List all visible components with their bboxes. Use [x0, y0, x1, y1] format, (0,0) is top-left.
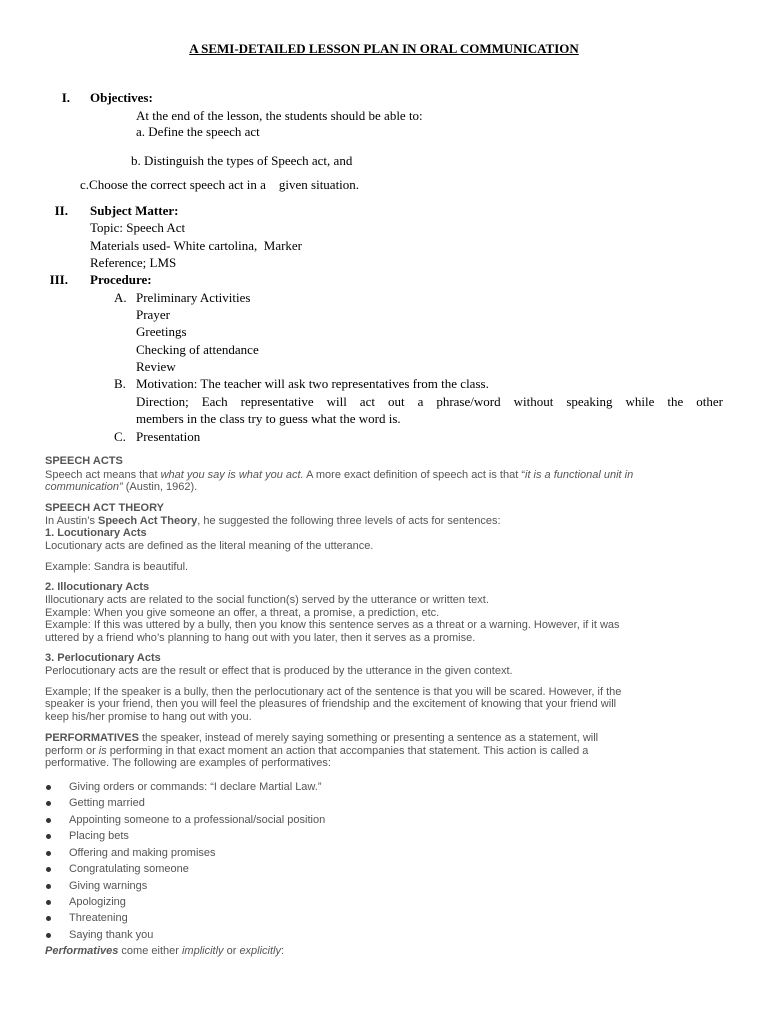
heading-subject-matter: Subject Matter: [90, 203, 179, 218]
list-item: Apologizing [69, 896, 126, 908]
list-item: Threatening [69, 912, 128, 924]
procedure-c-label: C. [114, 429, 126, 444]
illocutionary-line: uttered by a friend who’s planning to hang out with you later, then it serves as a promise. [45, 632, 476, 644]
activity-prayer: Prayer [136, 307, 170, 322]
activity-greetings: Greetings [136, 324, 187, 339]
illocutionary-line: Example: If this was uttered by a bully, then you know this sentence serves as a threat or a warning. However, if it was [45, 619, 620, 631]
list-item: Appointing someone to a professional/social position [69, 814, 326, 826]
locutionary-heading: 1. Locutionary Acts [45, 527, 147, 539]
objective-b: b. Distinguish the types of Speech act, and [131, 153, 353, 168]
perlocutionary-example-line: speaker is your friend, then you will feel the pleasures of friendship and the excitement of knowing that your friend will [45, 698, 617, 710]
objective-a: a. Define the speech act [136, 124, 260, 139]
bullet-icon [46, 884, 51, 889]
heading-objectives: Objectives: [90, 90, 153, 105]
bullet-icon [46, 801, 51, 806]
list-item: Giving warnings [69, 880, 148, 892]
performatives-line1: PERFORMATIVES the speaker, instead of merely saying something or presenting a sentence as a statement, will [45, 732, 599, 744]
bullet-icon [46, 933, 51, 938]
activity-review: Review [136, 359, 176, 374]
bullet-icon [46, 916, 51, 921]
bullet-icon [46, 818, 51, 823]
objectives-intro: At the end of the lesson, the students should be able to: [136, 108, 423, 123]
illocutionary-line: Illocutionary acts are related to the social function(s) served by the utterance or written text. [45, 594, 489, 606]
bullet-icon [46, 785, 51, 790]
list-item: Saying thank you [69, 929, 154, 941]
document-title: A SEMI-DETAILED LESSON PLAN IN ORAL COMMUNICATION [189, 41, 579, 56]
bullet-icon [46, 900, 51, 905]
performatives-line2: perform or is performing in that exact moment an action that accompanies that statement. This action is called a [45, 745, 589, 757]
numeral-procedure: III. [49, 272, 68, 287]
performatives-line3: performative. The following are examples of performatives: [45, 757, 331, 769]
list-item: Congratulating someone [69, 863, 189, 875]
objective-c: c.Choose the correct speech act in a given situation. [80, 177, 360, 192]
locutionary-example: Example: Sandra is beautiful. [45, 561, 189, 573]
speech-acts-heading: SPEECH ACTS [45, 455, 123, 467]
procedure-c-text: Presentation [136, 429, 201, 444]
illocutionary-heading: 2. Illocutionary Acts [45, 581, 150, 593]
procedure-b-text: Motivation: The teacher will ask two representatives from the class. [136, 376, 489, 391]
numeral-objectives: I. [61, 90, 70, 105]
performatives-closing: Performatives come either implicitly or explicitly: [45, 945, 285, 957]
procedure-a-label: A. [114, 290, 127, 305]
list-item: Offering and making promises [69, 847, 216, 859]
procedure-b-direction-1: Direction; Each representative will act out a phrase/word without speaking while the other [136, 394, 723, 409]
bullet-icon [46, 867, 51, 872]
subject-topic: Topic: Speech Act [90, 220, 186, 235]
speech-acts-paragraph-line2: communication” (Austin, 1962). [45, 481, 198, 493]
list-item: Giving orders or commands: “I declare Martial Law.” [69, 781, 322, 793]
bullet-icon [46, 834, 51, 839]
theory-heading: SPEECH ACT THEORY [45, 502, 164, 514]
perlocutionary-example-line: keep his/her promise to hang out with you. [45, 711, 252, 723]
procedure-b-direction-2: members in the class try to guess what the word is. [136, 411, 401, 426]
bullet-icon [46, 851, 51, 856]
perlocutionary-definition: Perlocutionary acts are the result or effect that is produced by the utterance in the given context. [45, 665, 513, 677]
locutionary-definition: Locutionary acts are defined as the literal meaning of the utterance. [45, 540, 374, 552]
speech-acts-paragraph-line1: Speech act means that what you say is what you act. A more exact definition of speech act is that “it is a functional unit in [45, 469, 634, 481]
list-item: Placing bets [69, 830, 129, 842]
perlocutionary-heading: 3. Perlocutionary Acts [45, 652, 161, 664]
subject-materials: Materials used- White cartolina, Marker [90, 238, 303, 253]
subject-reference: Reference; LMS [90, 255, 177, 270]
heading-procedure: Procedure: [90, 272, 152, 287]
perlocutionary-example-line: Example; If the speaker is a bully, then the perlocutionary act of the sentence is that you will be scared. However, if the [45, 686, 622, 698]
procedure-b-label: B. [114, 376, 126, 391]
illocutionary-line: Example: When you give someone an offer, a threat, a promise, a prediction, etc. [45, 607, 440, 619]
theory-paragraph: In Austin’s Speech Act Theory, he suggested the following three levels of acts for sentences: [45, 515, 501, 527]
list-item: Getting married [69, 797, 145, 809]
activity-attendance: Checking of attendance [136, 342, 259, 357]
numeral-subject-matter: II. [54, 203, 68, 218]
procedure-a-text: Preliminary Activities [136, 290, 251, 305]
